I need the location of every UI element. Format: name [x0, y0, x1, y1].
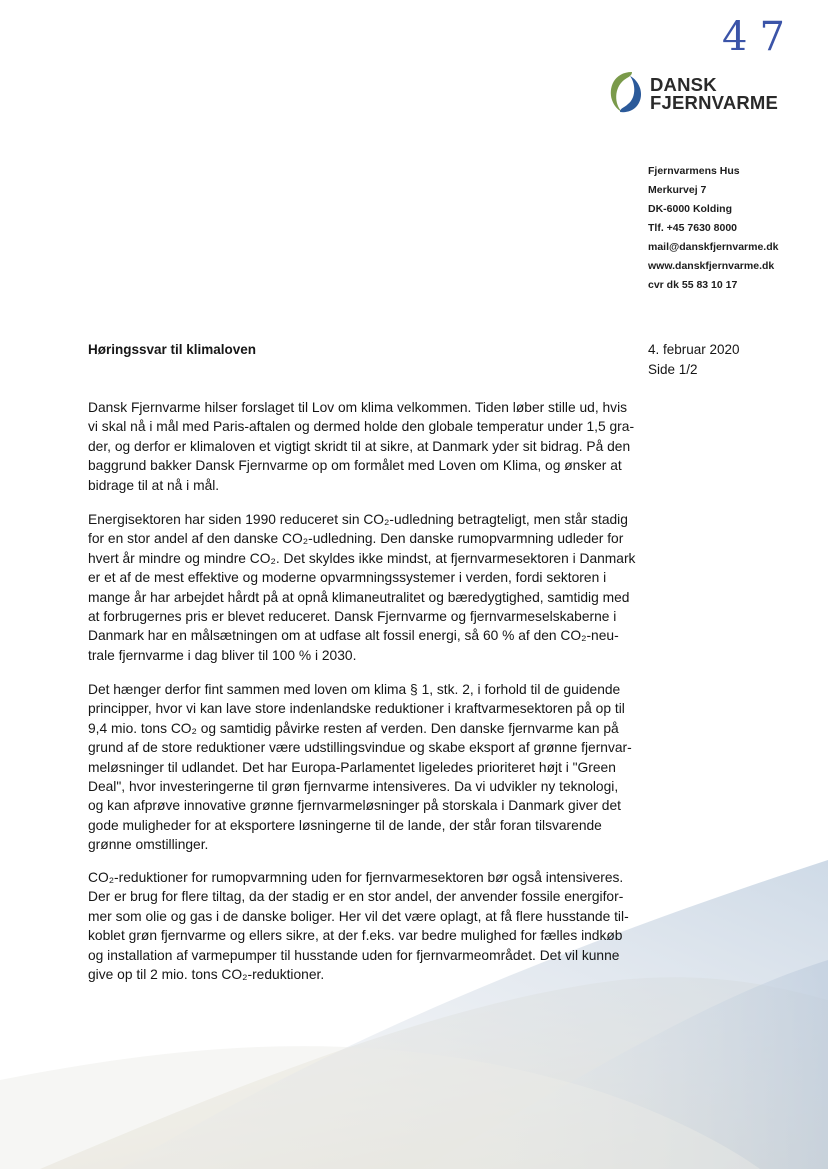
handwritten-page-number: 47 [722, 14, 797, 60]
text-line: Det hænger derfor fint sammen med loven om klima § 1, stk. 2, i forhold til de guidende [88, 682, 621, 697]
paragraph-1 [88, 398, 635, 495]
address-line: Tlf. +45 7630 8000 [648, 222, 738, 234]
text-line: koblet grøn fjernvarme og ellers sikre, at der f.eks. var bedre mulighed for fælles indkøb [88, 928, 623, 944]
text-line: grønne omstillinger. [88, 837, 209, 853]
logo-text-line2: FJERNVARME [650, 92, 779, 113]
sender-address [648, 162, 778, 295]
text-line: grund af de store reduktioner være udstillingsvindue og skabe eksport af grønne fjernvar- [88, 740, 632, 756]
letter-meta [648, 340, 740, 380]
letter-date: 4. februar 2020 [648, 342, 740, 357]
text-line: trale fjernvarme i dag bliver til 100 % i 2030. [88, 647, 357, 663]
address-line: Fjernvarmens Hus [648, 165, 740, 177]
page-indicator: Side 1/2 [648, 362, 698, 377]
text-line: Danmark har en målsætningen om at udfase alt fossil energi, så 60 % af den CO₂-neu- [88, 628, 619, 644]
text-line: og installation af varmepumper til husstande uden for fjernvarmeområdet. Det vil kunne [88, 947, 620, 963]
text-line: Energisektoren har siden 1990 reduceret sin CO₂-udledning betragteligt, men står stadig [88, 512, 628, 527]
text-line: Der er brug for flere tiltag, da der stadig er en stor andel, der anvender fossile energifor- [88, 889, 624, 905]
paragraph-4 [88, 868, 630, 984]
text-line: vi skal nå i mål med Paris-aftalen og dermed holde den globale temperatur under 1,5 gra- [88, 419, 635, 435]
text-line: gode muligheder for at eksportere løsningerne til de lande, der står foran tilsvarende [88, 817, 602, 833]
text-line: for en stor andel af den danske CO₂-udledning. Den danske rumopvarmning udleder for [88, 531, 624, 547]
address-line: Merkurvej 7 [648, 184, 707, 196]
paragraph-3 [88, 680, 630, 855]
text-line: hvert år mindre og mindre CO₂. Det skyldes ikke mindst, at fjernvarmesektoren i Danmark [88, 550, 636, 566]
address-cvr: cvr dk 55 83 10 17 [648, 279, 738, 291]
logo-text-line1: DANSK [650, 74, 717, 95]
text-line: principper, hvor vi kan lave store indenlandske reduktioner i kraftvarmesektoren på op til [88, 701, 625, 717]
paragraph-2 [88, 510, 636, 665]
address-email: mail@danskfjernvarme.dk [648, 241, 779, 253]
text-line: der, og derfor er klimaloven et vigtigt skridt til at sikre, at Danmark yder sit bidrag. På den [88, 438, 631, 454]
text-line: mange år har arbejdet hårdt på at opnå klimaneutralitet og bæredygtighed, samtidig med [88, 589, 630, 605]
text-line: CO₂-reduktioner for rumopvarmning uden for fjernvarmesektoren bør også intensiveres. [88, 870, 624, 885]
text-line: er et af de mest effektive og moderne opvarmningssystemer i verden, fordi sektoren i [88, 570, 607, 586]
address-line: DK-6000 Kolding [648, 203, 733, 215]
text-line: Deal", hvor investeringerne til grøn fjernvarme intensiveres. Da vi udvikler ny teknologi, [88, 779, 619, 795]
text-line: bidrage til at nå i mål. [88, 477, 220, 493]
text-line: og kan afprøve innovative grønne fjernvarmeløsninger på storskala i Danmark giver det [88, 798, 621, 814]
letter-subject: Høringssvar til klimaloven [88, 342, 257, 357]
text-line: 9,4 mio. tons CO₂ og samtidig påvirke resten af verden. Den danske fjernvarme kan på [88, 720, 619, 736]
text-line: give op til 2 mio. tons CO₂-reduktioner. [88, 967, 325, 983]
text-line: at forbrugernes pris er blevet reduceret. Dansk Fjernvarme og fjernvarmeselskaberne i [88, 609, 617, 625]
text-line: baggrund bakker Dansk Fjernvarme op om formålet med Loven om Klima, og ønsker at [88, 458, 622, 474]
text-line: meløsninger til udlandet. Det har Europa-Parlamentet ligeledes prioriteret højt i "Green [88, 759, 616, 775]
text-line: Dansk Fjernvarme hilser forslaget til Lov om klima velkommen. Tiden løber stille ud, hvis [88, 400, 628, 415]
text-line: mer som olie og gas i de danske boliger. Her vil det være oplagt, at få flere husstande til- [88, 908, 629, 924]
address-website: www.danskfjernvarme.dk [648, 260, 775, 272]
logo-mark-icon [606, 68, 646, 116]
company-logo [606, 68, 786, 116]
